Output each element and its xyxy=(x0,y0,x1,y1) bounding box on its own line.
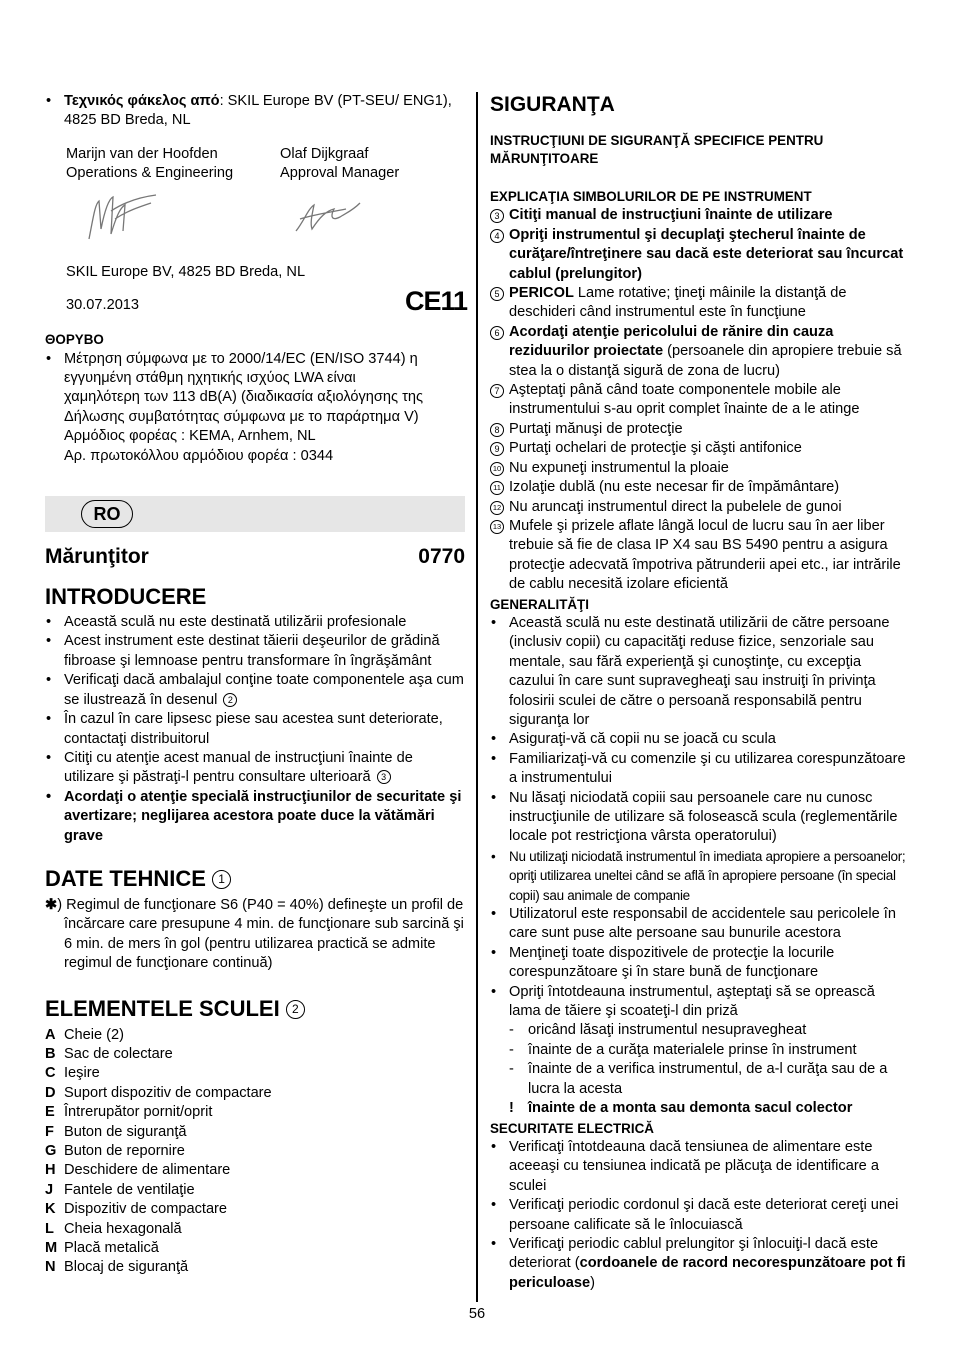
dash-item: - înainte de a curăţa materialele prinse în instrument xyxy=(490,1041,910,1060)
electric-item: • Verificaţi întotdeauna dacă tensiunea de alimentare este aceeaşi cu tensiunea indicată pe plăcuţa de identificare a sculei xyxy=(490,1138,910,1196)
symbol-text: Aşteptaţi până când toate componentele mobile ale instrumentului s-au oprit complet înainte de a le atinge xyxy=(509,382,860,418)
part-item xyxy=(45,1026,465,1045)
symbol-number-icon: 4 xyxy=(490,229,504,243)
electric-item-text: Verificaţi periodic cablul prelungitor şi înlocuiţi-l dacă este deteriorat ( xyxy=(509,1235,879,1272)
symbols-list xyxy=(490,206,910,594)
intro-item: • În cazul în care lipsesc piese sau acestea sunt deteriorate, contactaţi distribuitorul xyxy=(45,710,465,749)
product-name: Mărunţitor xyxy=(45,545,149,569)
symbol-number-icon: 12 xyxy=(490,501,504,515)
part-item xyxy=(45,1045,465,1064)
ce-mark: CE11 xyxy=(405,286,468,317)
date-ce-row xyxy=(45,286,468,318)
part-item xyxy=(45,1161,465,1180)
figure-ref-icon: 2 xyxy=(223,693,237,707)
parts-list xyxy=(45,1026,465,1278)
electric-item xyxy=(490,1235,910,1293)
electric-heading: SECURITATE ELECTRICĂ xyxy=(490,1120,654,1136)
asterisk-icon: ✱ xyxy=(45,896,58,913)
dash-item: - oricând lăsaţi instrumentul nesupravegheat xyxy=(490,1021,910,1040)
part-key: C xyxy=(45,1065,56,1082)
part-label: Fantele de ventilaţie xyxy=(64,1181,195,1198)
part-label: Deschidere de alimentare xyxy=(64,1162,231,1179)
tech-heading-text: DATE TEHNICE xyxy=(45,865,206,891)
symbol-number-icon: 6 xyxy=(490,326,504,340)
symbols-heading: EXPLICAŢIA SIMBOLURILOR DE PE INSTRUMENT xyxy=(490,189,812,204)
language-bar xyxy=(45,496,465,532)
product-model: 0770 xyxy=(418,545,465,569)
tech-note xyxy=(45,896,465,974)
electric-item: • Verificaţi periodic cordonul şi dacă este deteriorat cereţi unei persoane calificate să le înlocuiască xyxy=(490,1196,910,1235)
signer-2-name: Olaf Dijkgraaf xyxy=(280,145,369,162)
general-item: • Această sculă nu este destinată utilizării de către persoane (inclusiv copii) cu capacităţi reduse fizice, senzoriale sau mentale, sau fără experienţă şi cunoştinţe, cu excepţia cazului în care sunt supravegheaţi sau instruiţi în privinţa folosirii sculei de către o persoană responsabilă pentru siguranţa lor xyxy=(490,614,910,730)
part-label: Ieşire xyxy=(64,1065,100,1082)
signature-2-image xyxy=(290,191,370,241)
part-key: B xyxy=(45,1045,56,1062)
tech-file-label: Τεχνικός φάκελος από xyxy=(64,93,220,109)
symbol-number-icon: 7 xyxy=(490,384,504,398)
intro-item xyxy=(45,671,465,710)
symbol-bold-text: PERICOL xyxy=(509,285,574,302)
symbol-bold-text: Opriţi instrumentul şi decuplaţi ştecherul înainte de curăţare/întreţinere sau dacă este deteriorat sau încurcat cablul (prelungitor) xyxy=(509,226,904,282)
tech-file-item xyxy=(45,92,465,131)
figure-ref-icon: 3 xyxy=(377,770,391,784)
symbol-item xyxy=(490,284,910,323)
intro-list xyxy=(45,613,465,846)
part-key: J xyxy=(45,1181,54,1198)
symbol-number-icon: 13 xyxy=(490,520,504,534)
symbol-item xyxy=(490,439,910,458)
symbol-item xyxy=(490,498,910,517)
part-key: F xyxy=(45,1123,54,1140)
part-label: Placă metalică xyxy=(64,1240,159,1257)
symbol-text: Purtaţi mănuşi de protecţie xyxy=(509,420,683,437)
part-item xyxy=(45,1200,465,1219)
part-item xyxy=(45,1064,465,1083)
column-divider xyxy=(476,92,478,1302)
part-key: N xyxy=(45,1259,56,1276)
language-badge: RO xyxy=(81,500,133,528)
noise-line: χαμηλότερη των 113 dB(A) (διαδικασία αξιολόγησης της xyxy=(64,389,424,406)
right-column xyxy=(490,92,910,1293)
signature-1-image xyxy=(81,189,161,249)
electric-list xyxy=(490,1138,910,1293)
part-item xyxy=(45,1220,465,1239)
declaration-date: 30.07.2013 xyxy=(66,297,140,314)
signer-2-title: Approval Manager xyxy=(280,165,400,182)
part-label: Cheia hexagonală xyxy=(64,1220,182,1237)
part-key: L xyxy=(45,1220,54,1237)
company-address: SKIL Europe BV, 4825 BD Breda, NL xyxy=(66,263,306,280)
left-column xyxy=(45,92,468,1278)
part-label: Buton de repornire xyxy=(64,1143,185,1159)
symbol-number-icon: 3 xyxy=(490,209,504,223)
electric-item-end: ) xyxy=(590,1274,595,1291)
part-label: Dispozitiv de compactare xyxy=(64,1201,228,1218)
symbol-text: Izolaţie dublă (nu este necesar fir de împământare) xyxy=(509,479,840,496)
general-item: • Asiguraţi-vă că copii nu se joacă cu scula xyxy=(490,730,910,749)
elements-heading xyxy=(45,996,465,1022)
tech-file-text: : SKIL Europe BV (PT-SEU/ ENG1), 4825 BD Breda, NL xyxy=(64,93,452,129)
symbol-text: (persoanele din apropiere trebuie să stea la o distanţă sigură de zona de lucru) xyxy=(509,343,902,379)
intro-item xyxy=(45,749,465,788)
part-label: Cheie (2) xyxy=(64,1026,125,1043)
part-item xyxy=(45,1142,465,1161)
noise-line: Δήλωσης συμβατότητας σύμφωνα με το παράρτημα V) xyxy=(64,408,419,425)
symbol-text: Nu aruncaţi instrumentul direct la pubelele de gunoi xyxy=(509,498,842,515)
page-number: 56 xyxy=(468,1306,486,1322)
symbol-item xyxy=(490,459,910,478)
symbol-item xyxy=(490,517,910,595)
part-label: Sac de colectare xyxy=(64,1045,173,1062)
part-item xyxy=(45,1258,465,1277)
collector-bag-warning xyxy=(490,1099,910,1118)
noise-line: Αρ. πρωτοκόλλου αρμόδιου φορέα : 0344 xyxy=(64,447,334,464)
general-item: • Familiarizaţi-vă cu comenzile şi cu utilizarea corespunzătoare a instrumentului xyxy=(490,750,910,789)
intro-heading: INTRODUCERE xyxy=(45,584,207,610)
part-item xyxy=(45,1181,465,1200)
symbol-number-icon: 11 xyxy=(490,481,504,495)
part-key: G xyxy=(45,1143,57,1159)
intro-item-text: Verificaţi dacă ambalajul conţine toate componentele aşa cum se ilustrează în desenul xyxy=(64,672,464,708)
noise-item xyxy=(45,350,465,466)
intro-warning-item: • Acordaţi o atenţie specială instrucţiunilor de securitate şi avertizare; neglijarea acestora poate duce la vătămări grave xyxy=(45,788,465,846)
general-item: • Menţineţi toate dispozitivele de protecţie la locurile corespunzătoare şi în stare bună de funcţionare xyxy=(490,944,910,983)
symbol-number-icon: 5 xyxy=(490,287,504,301)
signer-1-name: Marijn van der Hoofden xyxy=(66,145,218,162)
intro-item-text: Citiţi cu atenţie acest manual de instrucţiuni înainte de utilizare şi păstraţi-l pentru consultare ulterioară xyxy=(64,749,413,786)
symbol-item xyxy=(490,420,910,439)
symbol-item xyxy=(490,478,910,497)
figure-ref-icon: 2 xyxy=(286,1000,305,1019)
tech-note-text: ) Regimul de funcţionare S6 (P40 = 40%) defineşte un profil de încărcare care presupune 4 min. de funcţionare sub sarcină şi 6 min. de mers în gol (pentru utilizarea practică se admite regimul de funcţionare continuă) xyxy=(57,896,464,972)
symbol-number-icon: 10 xyxy=(490,462,504,476)
figure-ref-icon: 1 xyxy=(212,870,231,889)
part-key: D xyxy=(45,1084,56,1101)
symbol-text: Lame rotative; ţineţi mâinile la distanţă de deschideri când instrumentul este în funcţiune xyxy=(509,285,847,321)
part-item xyxy=(45,1103,465,1122)
product-title-row xyxy=(45,544,465,572)
tech-heading xyxy=(45,866,465,892)
general-item: • Opriţi întotdeauna instrumentul, aşteptaţi să se oprească lama de tăiere şi scoateţi-l din priză xyxy=(490,983,910,1022)
general-list xyxy=(490,614,910,1119)
general-item: • Utilizatorul este responsabil de accidentele sau pericolele în care sunt puse alte persoane sau bunurile acestora xyxy=(490,905,910,944)
dash-item: - înainte de a verifica instrumentul, de a-l curăţa sau de a lucra la acesta xyxy=(490,1060,910,1099)
safety-heading: SIGURANŢA xyxy=(490,93,615,116)
symbol-text: Purtaţi ochelari de protecţie şi căşti antifonice xyxy=(509,440,802,457)
symbol-number-icon: 9 xyxy=(490,442,504,456)
part-label: Întrerupător pornit/oprit xyxy=(64,1104,213,1121)
symbol-number-icon: 8 xyxy=(490,423,504,437)
symbol-item xyxy=(490,381,910,420)
part-key: K xyxy=(45,1201,56,1218)
electric-item-bold: cordoanele de racord necorespunzătoare pot fi periculoase xyxy=(509,1255,906,1291)
part-label: Suport dispozitiv de compactare xyxy=(64,1084,272,1101)
noise-line: Αρμόδιος φορέας : KEMA, Arnhem, NL xyxy=(64,428,316,445)
safety-subheading: INSTRUCŢIUNI DE SIGURANŢĂ SPECIFICE PENTRU MĂRUNŢITOARE xyxy=(490,133,824,166)
noise-line: εγγυημένη στάθμη ηχητικής ισχύος LWA είναι xyxy=(64,370,356,387)
part-label: Buton de siguranţă xyxy=(64,1123,187,1140)
part-item xyxy=(45,1239,465,1258)
symbol-bold-text: Citiţi manual de instrucţiuni înainte de utilizare xyxy=(509,207,833,224)
elements-heading-text: ELEMENTELE SCULEI xyxy=(45,995,280,1021)
part-item xyxy=(45,1123,465,1142)
symbol-item xyxy=(490,206,910,225)
symbol-bold-text: Acordaţi atenţie pericolului de rănire din cauza reziduurilor proiectate xyxy=(509,323,834,360)
part-key: E xyxy=(45,1104,55,1121)
part-key: H xyxy=(45,1162,56,1179)
noise-line: • Μέτρηση σύμφωνα με το 2000/14/EC (EN/ISO 3744) η xyxy=(64,350,418,367)
part-key: A xyxy=(45,1026,56,1043)
collector-bag-text: înainte de a monta sau demonta sacul colector xyxy=(528,1100,853,1117)
general-item: • Nu utilizaţi niciodată instrumentul în imediata apropiere a persoanelor; opriţi utilizarea uneltei când se află în apropiere persoane (în special copii) sau animale de companie xyxy=(490,847,910,905)
signer-1-title: Operations & Engineering xyxy=(66,165,234,182)
noise-heading: ΘΟΡΥΒΟ xyxy=(45,332,104,348)
exclamation-icon: ! xyxy=(509,1100,514,1117)
symbol-text: Mufele şi prizele aflate lângă locul de lucru sau în aer liber trebuie să fie de clasa IP X4 sau BS 5490 pentru a asigura protecţie adecvată împotriva pătrunderii apei etc., iar intrările de cablu necesită izolare eficientă xyxy=(509,517,901,593)
symbol-text: Nu expuneţi instrumentul la ploaie xyxy=(509,459,729,476)
part-label: Blocaj de siguranţă xyxy=(64,1259,189,1276)
part-item xyxy=(45,1084,465,1103)
signatures-block xyxy=(45,145,465,263)
symbol-item xyxy=(490,226,910,284)
intro-item: • Această sculă nu este destinată utilizării profesionale xyxy=(45,613,465,632)
general-heading: GENERALITĂŢI xyxy=(490,596,589,612)
part-key: M xyxy=(45,1240,58,1257)
symbol-item xyxy=(490,323,910,381)
intro-item: • Acest instrument este destinat tăierii deşeurilor de grădină fibroase şi lemnoase pentru transformare în îngrăşământ xyxy=(45,632,465,671)
general-item: • Nu lăsaţi niciodată copiii sau persoanele care nu cunosc instrucţiunile de utilizare să folosească scula (reglementările locale pot restricţiona vârsta operatorului) xyxy=(490,789,910,847)
